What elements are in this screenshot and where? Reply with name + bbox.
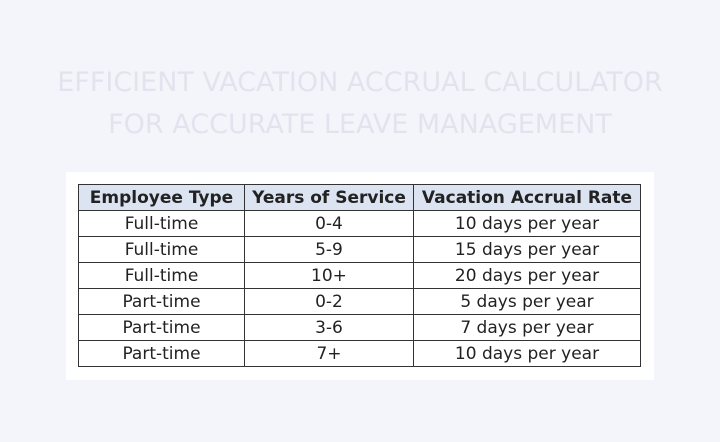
table-row (79, 237, 641, 263)
table-row (79, 341, 641, 367)
employee-type-cell: Part-time (79, 341, 245, 367)
table-row (79, 315, 641, 341)
table-row (79, 289, 641, 315)
accrual-rate-cell: 15 days per year (414, 237, 641, 263)
employee-type-cell: Full-time (79, 211, 245, 237)
accrual-rate-cell: 5 days per year (414, 289, 641, 315)
employee-type-cell: Full-time (79, 263, 245, 289)
years-of-service-cell: 3-6 (245, 315, 414, 341)
vacation-accrual-table (78, 184, 641, 367)
employee-type-cell: Part-time (79, 289, 245, 315)
years-of-service-cell: 10+ (245, 263, 414, 289)
table-panel (66, 172, 654, 380)
header-employee-type: Employee Type (79, 185, 245, 211)
header-years-of-service: Years of Service (245, 185, 414, 211)
employee-type-cell: Part-time (79, 315, 245, 341)
accrual-rate-cell: 7 days per year (414, 315, 641, 341)
years-of-service-cell: 0-2 (245, 289, 414, 315)
accrual-rate-cell: 10 days per year (414, 341, 641, 367)
years-of-service-cell: 5-9 (245, 237, 414, 263)
header-vacation-accrual-rate: Vacation Accrual Rate (414, 185, 641, 211)
table-row (79, 211, 641, 237)
accrual-rate-cell: 10 days per year (414, 211, 641, 237)
years-of-service-cell: 0-4 (245, 211, 414, 237)
employee-type-cell: Full-time (79, 237, 245, 263)
table-row (79, 263, 641, 289)
page-title (0, 62, 720, 146)
table-header-row (79, 185, 641, 211)
accrual-rate-cell: 20 days per year (414, 263, 641, 289)
years-of-service-cell: 7+ (245, 341, 414, 367)
title-line-1: EFFICIENT VACATION ACCRUAL CALCULATOR (57, 67, 663, 98)
title-line-2: FOR ACCURATE LEAVE MANAGEMENT (108, 109, 612, 140)
